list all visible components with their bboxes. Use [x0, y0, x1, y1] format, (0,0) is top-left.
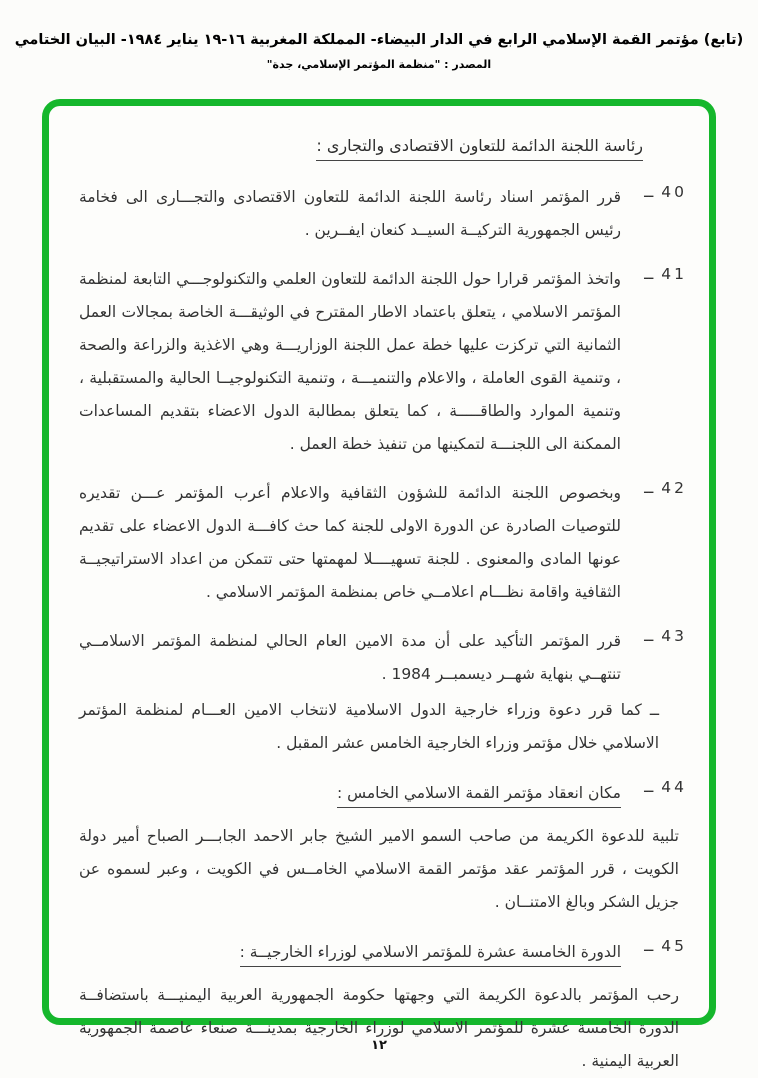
item-number-digits: 45 — [661, 937, 687, 955]
item-subnote: ــ كما قرر دعوة وزراء خارجية الدول الاسلامية لانتخاب الامين العـــام لمنظمة المؤتمر الاسلامي خلال مؤتمر وزراء الخارجية الخامس عشر المقبل . — [79, 701, 659, 752]
item-45-head — [79, 935, 687, 967]
item-dash: ــ — [644, 778, 654, 796]
page-number: ١٢ — [371, 1038, 387, 1053]
item-text: قرر المؤتمر التأكيد على أن مدة الامين العام الحالي لمنظمة المؤتمر الاسلامــي تنتهــي بنهاية شهــر ديسمبــر 1984 . — [79, 632, 621, 683]
item-number — [621, 776, 687, 808]
header-title: (تابع) مؤتمر القمة الإسلامي الرابع في الدار البيضاء- المملكة المغربية ١٦-١٩ يناير ١٩٨٤- البيان الختامي — [14, 32, 744, 48]
item-number — [621, 625, 687, 691]
item-44-head — [79, 776, 687, 808]
item-number — [621, 263, 687, 461]
item-43 — [79, 625, 687, 760]
item-dash: ــ — [644, 627, 654, 645]
document-header — [0, 31, 758, 71]
item-number — [621, 477, 687, 609]
item-dash: ــ — [644, 479, 654, 497]
item-number-digits: 42 — [661, 479, 687, 497]
item-number-digits: 41 — [661, 265, 687, 283]
item-number-digits: 44 — [661, 778, 687, 796]
item-heading — [79, 935, 621, 967]
item-41 — [79, 263, 687, 461]
item-number — [621, 935, 687, 967]
item-text: قرر المؤتمر اسناد رئاسة اللجنة الدائمة للتعاون الاقتصادى والتجـــارى الى فخامة رئيس الجمهورية التركيــة السيــد كنعان ايفــرين . — [79, 188, 621, 239]
item-42 — [79, 477, 687, 609]
item-heading-text: مكان انعقاد مؤتمر القمة الاسلامي الخامس : — [337, 784, 621, 808]
header-source: المصدر : "منظمة المؤتمر الإسلامي، جدة" — [266, 57, 492, 71]
item-number-digits: 43 — [661, 627, 687, 645]
item-dash: ــ — [644, 265, 654, 283]
item-number — [621, 181, 687, 247]
item-dash: ــ — [644, 183, 654, 201]
section-title: رئاسة اللجنة الدائمة للتعاون الاقتصادى والتجارى : — [316, 136, 643, 161]
item-text: تلبية للدعوة الكريمة من صاحب السمو الامير الشيخ جابر الاحمد الجابـــر الصباح أمير دولة الكويت ، قرر المؤتمر عقد مؤتمر القمة الاسلامي الخامــس في الكويت ، وعبر لسموه عن جزيل الشكر وبالغ الامتنــان . — [79, 827, 679, 911]
item-heading — [79, 776, 621, 808]
item-number-digits: 40 — [661, 183, 687, 201]
item-text: رحب المؤتمر بالدعوة الكريمة التي وجهتها حكومة الجمهورية العربية اليمنيـــة باستضافــة الدورة الخامسة عشرة للمؤتمر الاسلامي لوزراء الخارجية بمدينـــة صنعاء عاصمة الجمهورية العربية اليمنية . — [79, 986, 679, 1070]
item-text: وبخصوص اللجنة الدائمة للشؤون الثقافية والاعلام أعرب المؤتمر عـــن تقديره للتوصيات الصادرة عن الدورة الاولى للجنة كما حث كافـــة الدول الاعضاء على تقديم عونها المادى والمعنوى . للجنة تسهيــــلا لمهمتها حتى تتمكن من اعداد الاستراتيجيــة الثقافية واقامة نظـــام اعلامــي خاص بمنظمة المؤتمر الاسلامي . — [79, 484, 621, 601]
item-43-main — [79, 625, 687, 691]
item-45 — [79, 935, 687, 1078]
item-text: واتخذ المؤتمر قرارا حول اللجنة الدائمة للتعاون العلمي والتكنولوجـــي التابعة لمنظمة المؤتمر الاسلامي ، يتعلق باعتماد الاطار المقترح في الوثيقـــة الخاصة بمجالات العمل الثمانية التي تركزت عليها خطة عمل اللجنة الوزاريـــة وهي الاغذية والزراعة والصحة ، وتنمية القوى العاملة ، والاعلام والتنميـــة ، وتنمية التكنولوجيــا الحالية والمستقبلية ، وتنمية الموارد والطاقـــــة ، كما يتعلق بمطالبة الدول الاعضاء بتقديم المساعدات الممكنة الى اللجنـــة لتمكينها من تنفيذ خطة العمل . — [79, 270, 621, 453]
item-heading-text: الدورة الخامسة عشرة للمؤتمر الاسلامي لوزراء الخارجيــة : — [240, 943, 621, 967]
item-dash: ــ — [644, 937, 654, 955]
item-40 — [79, 181, 687, 247]
item-44 — [79, 776, 687, 919]
